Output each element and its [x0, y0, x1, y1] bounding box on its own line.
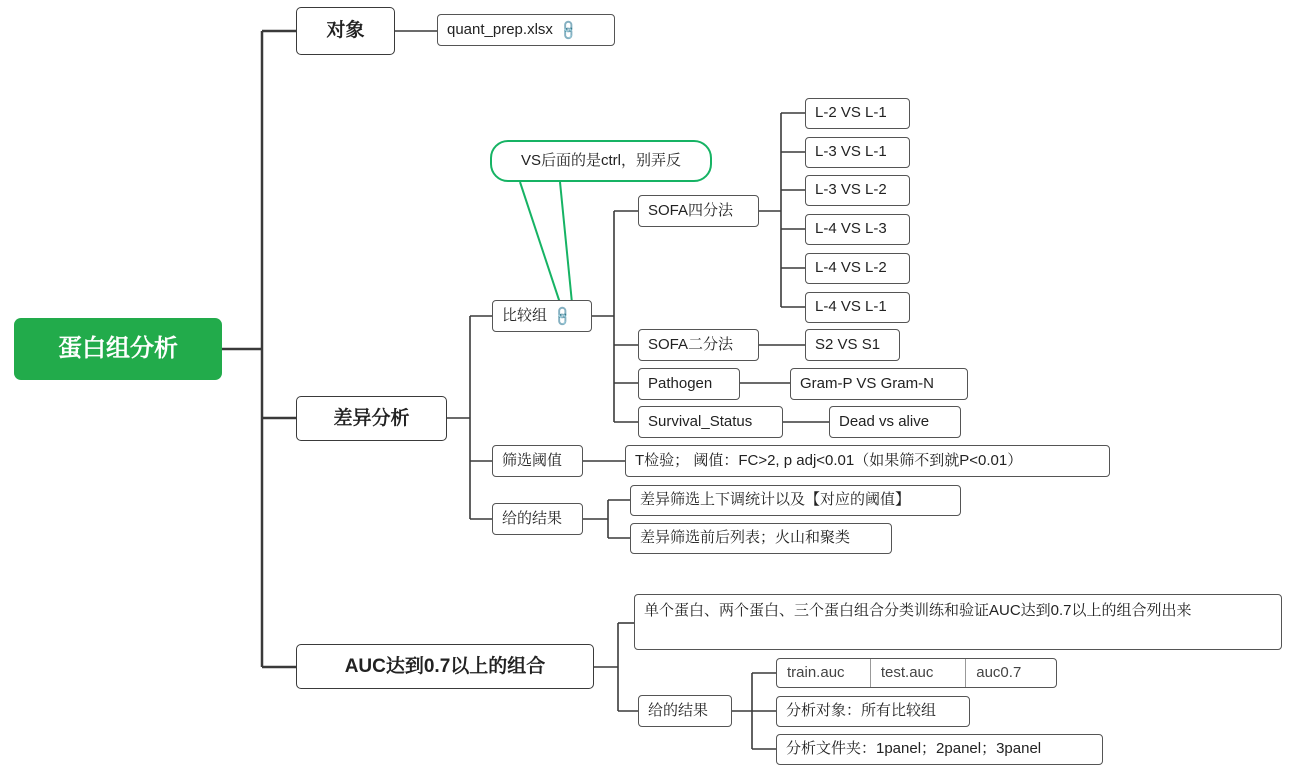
root-label: 蛋白组分析 — [58, 334, 178, 362]
node-l4-vs-l2-label: L-4 VS L-2 — [815, 259, 887, 277]
root-node[interactable] — [14, 318, 222, 380]
branch-object[interactable] — [296, 7, 395, 55]
node-l2-vs-l1-label: L-2 VS L-1 — [815, 104, 887, 122]
attachment-icon: 🔗 — [550, 303, 575, 328]
node-diff-lists-volcano-cluster[interactable] — [630, 523, 892, 554]
node-diff-deliverables[interactable] — [492, 503, 583, 535]
cell-auc-threshold: auc0.7 — [976, 663, 1022, 681]
cell-train-auc: train.auc — [777, 659, 871, 687]
node-threshold-detail[interactable] — [625, 445, 1110, 477]
node-auc-description[interactable] — [634, 594, 1282, 650]
node-diff-deliverables-label: 给的结果 — [502, 509, 563, 527]
node-quant-prep-label: quant_prep.xlsx — [447, 20, 553, 38]
node-sofa-quartile[interactable] — [638, 195, 759, 227]
node-comparison-groups[interactable] — [492, 300, 592, 332]
callout-note — [490, 140, 712, 182]
node-s2-vs-s1-label: S2 VS S1 — [815, 335, 881, 353]
callout-label: VS后面的是ctrl，别弄反 — [520, 151, 681, 169]
node-auc-folders[interactable] — [776, 734, 1103, 765]
node-diff-updown-stats[interactable] — [630, 485, 961, 516]
node-auc-deliverables[interactable] — [638, 695, 732, 727]
node-auc-analysis-target-label: 分析对象：所有比较组 — [786, 702, 937, 720]
node-filter-threshold[interactable] — [492, 445, 583, 477]
node-sofa-binary[interactable] — [638, 329, 759, 361]
node-l4-vs-l3-label: L-4 VS L-3 — [815, 220, 887, 238]
node-dead-vs-alive[interactable] — [829, 406, 961, 438]
node-diff-lists-volcano-cluster-label: 差异筛选前后列表；火山和聚类 — [640, 529, 851, 547]
cell-test-auc: test.auc — [871, 659, 966, 687]
node-auc-metrics-table[interactable] — [776, 658, 1057, 688]
node-survival-status-label: Survival_Status — [648, 412, 753, 430]
node-auc-folders-label: 分析文件夹：1panel；2panel；3panel — [786, 740, 1042, 758]
branch-differential-analysis[interactable] — [296, 396, 447, 441]
branch-auc-label: AUC达到0.7以上的组合 — [344, 655, 546, 677]
branch-auc-combinations[interactable] — [296, 644, 594, 689]
node-threshold-detail-label: T检验； 阈值：FC>2, p adj<0.01（如果筛不到就P<0.01） — [635, 451, 1023, 469]
node-survival-status[interactable] — [638, 406, 783, 438]
branch-object-label: 对象 — [326, 20, 365, 42]
node-pathogen[interactable] — [638, 368, 740, 400]
node-dead-vs-alive-label: Dead vs alive — [839, 412, 930, 430]
node-sofa-binary-label: SOFA二分法 — [648, 335, 734, 353]
node-l4-vs-l3[interactable] — [805, 214, 910, 245]
node-l3-vs-l2-label: L-3 VS L-2 — [815, 181, 887, 199]
node-sofa-quartile-label: SOFA四分法 — [648, 201, 734, 219]
node-gramp-vs-gramn[interactable] — [790, 368, 968, 400]
node-l4-vs-l1-label: L-4 VS L-1 — [815, 298, 887, 316]
node-auc-deliverables-label: 给的结果 — [648, 701, 709, 719]
node-diff-updown-stats-label: 差异筛选上下调统计以及【对应的阈值】 — [640, 491, 911, 509]
node-quant-prep-file[interactable] — [437, 14, 615, 46]
node-pathogen-label: Pathogen — [648, 374, 713, 392]
attachment-icon: 🔗 — [556, 17, 581, 42]
node-l4-vs-l2[interactable] — [805, 253, 910, 284]
node-l3-vs-l1-label: L-3 VS L-1 — [815, 143, 887, 161]
node-l4-vs-l1[interactable] — [805, 292, 910, 323]
node-s2-vs-s1[interactable] — [805, 329, 900, 361]
node-l3-vs-l1[interactable] — [805, 137, 910, 168]
node-auc-analysis-target[interactable] — [776, 696, 970, 727]
node-comparison-groups-label: 比较组 — [502, 306, 548, 324]
node-auc-description-label: 单个蛋白、两个蛋白、三个蛋白组合分类训练和验证AUC达到0.7以上的组合列出来 — [644, 602, 1192, 619]
node-l3-vs-l2[interactable] — [805, 175, 910, 206]
branch-diff-label: 差异分析 — [333, 407, 410, 429]
node-filter-threshold-label: 筛选阈值 — [502, 451, 563, 469]
node-l2-vs-l1[interactable] — [805, 98, 910, 129]
node-gramp-vs-gramn-label: Gram-P VS Gram-N — [800, 374, 934, 392]
